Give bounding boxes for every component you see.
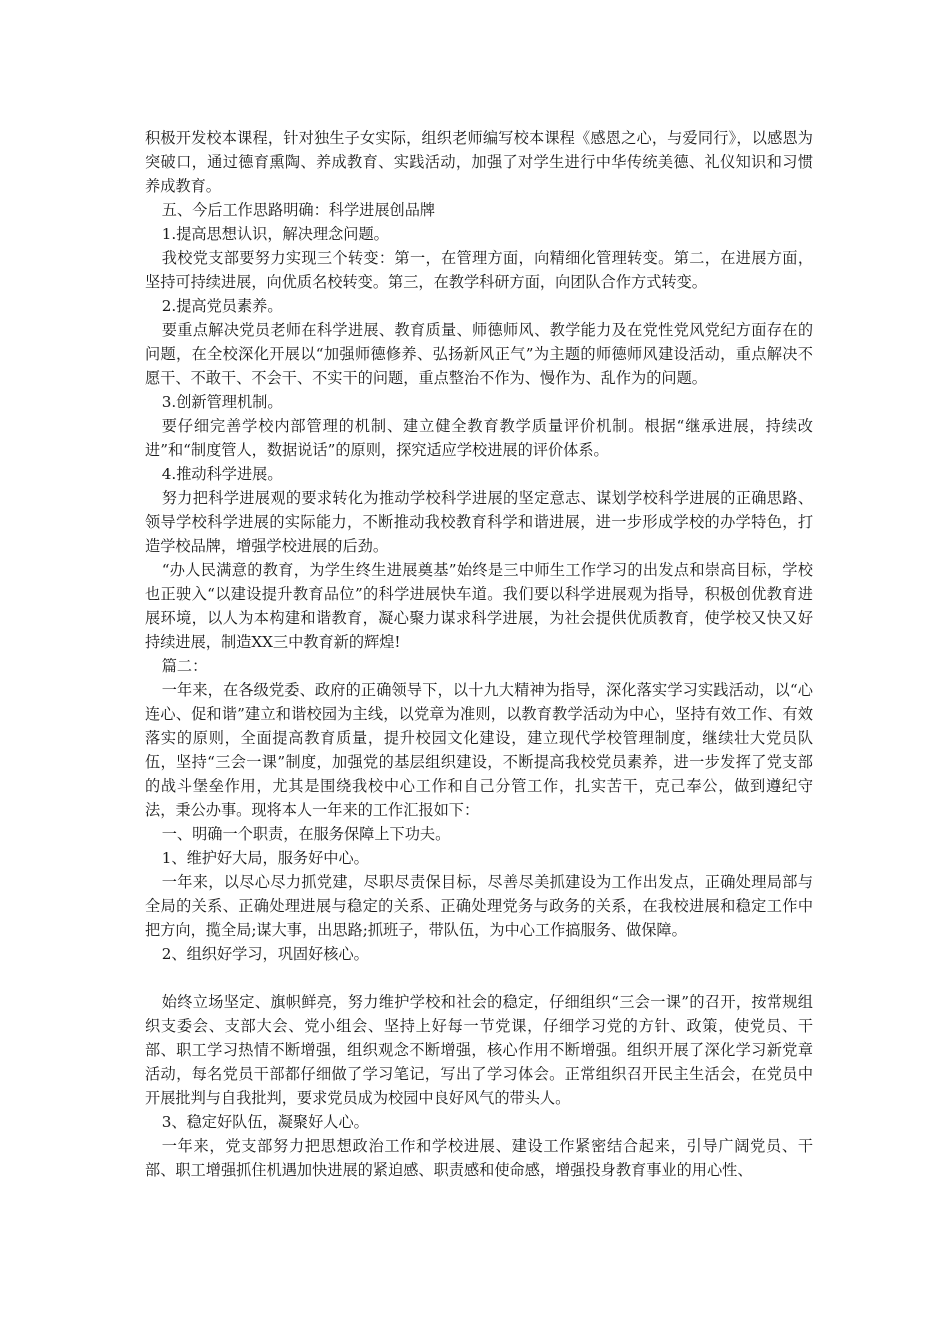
paragraph-3: 要重点解决党员老师在科学进展、教育质量、师德师风、教学能力及在党性党风党纪方面存在的问题，在全校深化开展以“加强师德修养、弘扬新风正气”为主题的师德师风建设活动，重点解决不愿干、不敢干、不会干、不实干的问题，重点整治不作为、慢作为、乱作为的问题。 [145, 321, 813, 387]
paragraph-4: 要仔细完善学校内部管理的机制、建立健全教育教学质量评价机制。根据“继承进展，持续改进”和“制度管人，数据说话”的原则，探究适应学校进展的评价体系。 [145, 417, 813, 459]
subheading-4: 4.推动科学进展。 [161, 465, 283, 483]
subheading-1-3: 3、稳定好队伍，凝聚好人心。 [161, 1113, 369, 1131]
subheading-1-2: 2、组织好学习，巩固好核心。 [161, 945, 369, 963]
subheading-2: 2.提高党员素养。 [161, 297, 283, 315]
section-heading-5: 五、今后工作思路明确：科学进展创品牌 [161, 201, 436, 219]
subheading-1: 1.提高思想认识，解决理念问题。 [161, 225, 389, 243]
paragraph-8: 一年来，以尽心尽力抓党建，尽职尽责保目标，尽善尽美抓建设为工作出发点，正确处理局部与全局的关系、正确处理进展与稳定的关系、正确处理党务与政务的关系，在我校进展和稳定工作中把方向，揽全局;谋大事，出思路;抓班子，带队伍，为中心工作搞服务、做保障。 [145, 873, 813, 939]
part-two-heading: 篇二： [161, 657, 208, 675]
paragraph-6: “办人民满意的教育，为学生终生进展奠基”始终是三中师生工作学习的出发点和崇高目标，学校也正驶入“以建设提升教育品位”的科学进展快车道。我们要以科学进展观为指导，积极创优教育进展环境，以人为本构建和谐教育，凝心聚力谋求科学进展，为社会提供优质教育，使学校又快又好持续进展，制造XX三中教育新的辉煌! [145, 561, 813, 651]
blank-line [145, 966, 813, 990]
subheading-3: 3.创新管理机制。 [161, 393, 283, 411]
paragraph-9: 始终立场坚定、旗帜鲜亮，努力维护学校和社会的稳定，仔细组织“三会一课”的召开，按常规组织支委会、支部大会、党小组会、坚持上好每一节党课，仔细学习党的方针、政策，使党员、干部、职工学习热情不断增强，组织观念不断增强，核心作用不断增强。组织开展了深化学习新党章活动，每名党员干部都仔细做了学习笔记，写出了学习体会。正常组织召开民主生活会，在党员中开展批判与自我批判，要求党员成为校园中良好风气的带头人。 [145, 993, 813, 1107]
paragraph-7: 一年来，在各级党委、政府的正确领导下，以十九大精神为指导，深化落实学习实践活动，以“心连心、促和谐”建立和谐校园为主线，以党章为准则，以教育教学活动为中心，坚持有效工作、有效落实的原则，全面提高教育质量，提升校园文化建设，建立现代学校管理制度，继续壮大党员队伍，坚持“三会一课”制度，加强党的基层组织建设，不断提高我校党员素养，进一步发挥了党支部的战斗堡垒作用，尤其是围绕我校中心工作和自己分管工作，扎实苦干，克己奉公，做到遵纪守法，秉公办事。现将本人一年来的工作汇报如下： [145, 681, 813, 819]
section-heading-1: 一、明确一个职责，在服务保障上下功夫。 [161, 825, 451, 843]
paragraph-1: 积极开发校本课程，针对独生子女实际，组织老师编写校本课程《感恩之心，与爱同行》，以感恩为突破口，通过德育熏陶、养成教育、实践活动，加强了对学生进行中华传统美德、礼仪知识和习惯养成教育。 [145, 129, 813, 195]
subheading-1-1: 1、维护好大局，服务好中心。 [161, 849, 369, 867]
document-page [145, 126, 813, 1182]
paragraph-5: 努力把科学进展观的要求转化为推动学校科学进展的坚定意志、谋划学校科学进展的正确思路、领导学校科学进展的实际能力，不断推动我校教育科学和谐进展，进一步形成学校的办学特色，打造学校品牌，增强学校进展的后劲。 [145, 489, 813, 555]
paragraph-10: 一年来，党支部努力把思想政治工作和学校进展、建设工作紧密结合起来，引导广阔党员、干部、职工增强抓住机遇加快进展的紧迫感、职责感和使命感，增强投身教育事业的用心性、 [145, 1137, 813, 1179]
paragraph-2: 我校党支部要努力实现三个转变：第一，在管理方面，向精细化管理转变。第二，在进展方面，坚持可持续进展，向优质名校转变。第三，在教学科研方面，向团队合作方式转变。 [145, 249, 813, 291]
